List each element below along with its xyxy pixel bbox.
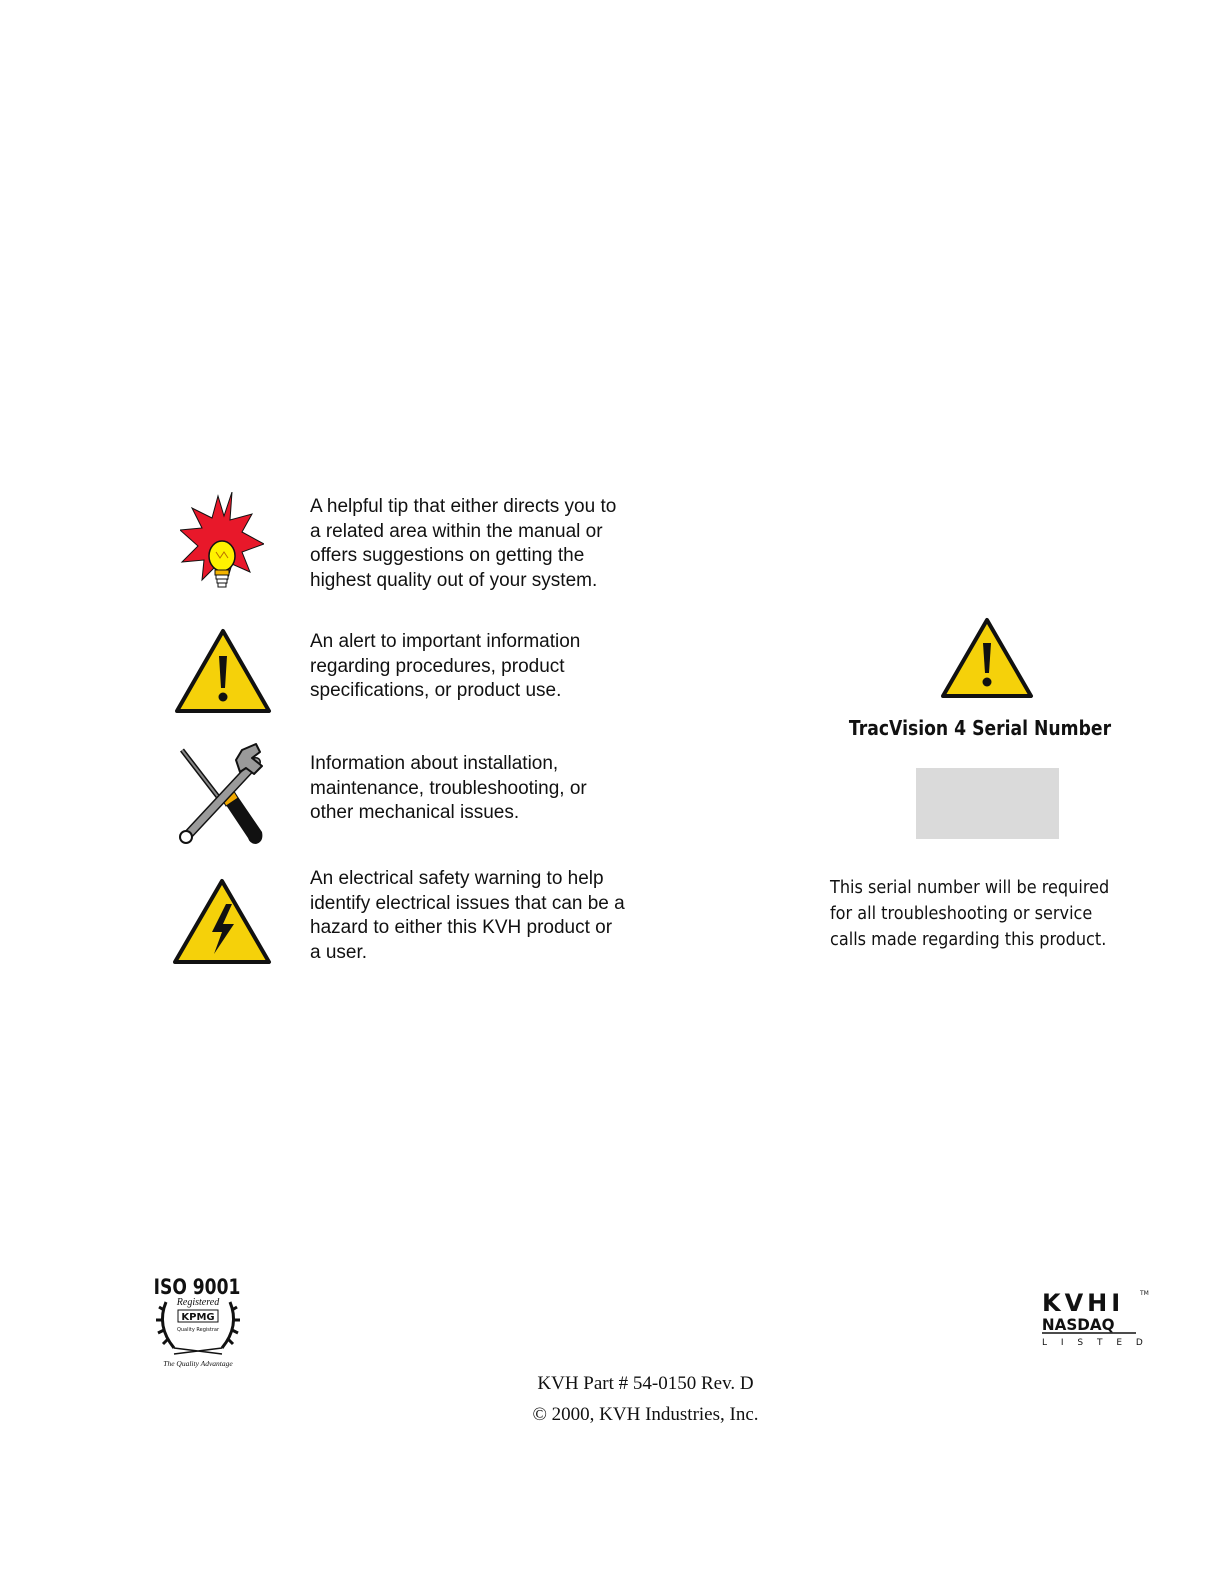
wrench-screwdriver-icon — [176, 742, 266, 847]
copyright: © 2000, KVH Industries, Inc. — [532, 1404, 759, 1425]
trademark-mark: TM — [1140, 1290, 1149, 1297]
serial-warning-icon — [940, 617, 1034, 699]
registrar-label: Quality Registrar — [176, 1327, 220, 1333]
electrical-hazard-icon — [172, 878, 272, 965]
iso-registered-label: Registered — [176, 1297, 220, 1308]
lightbulb-burst-icon — [180, 492, 264, 594]
iso-label: ISO 9001 — [153, 1274, 241, 1300]
serial-number-note: This serial number will be required for all troubleshooting or service calls made regarding this product. — [830, 878, 1110, 950]
warning-triangle-icon — [174, 628, 272, 714]
kvhi-nasdaq-logo-icon — [1040, 1287, 1155, 1347]
kpmg-label: KPMG — [181, 1312, 215, 1323]
listed-label: L I S T E D — [1042, 1338, 1149, 1347]
nasdaq-label: NASDAQ — [1041, 1315, 1115, 1335]
electrical-description: An electrical safety warning to help identify electrical issues that can be a hazard to either this KVH product or a user. — [310, 868, 625, 963]
part-number: KVH Part # 54-0150 Rev. D — [537, 1373, 754, 1394]
serial-number-title: TracVision 4 Serial Number — [848, 716, 1112, 740]
alert-description: An alert to important information regarding procedures, product specifications, or product use. — [310, 631, 581, 701]
serial-number-box — [916, 768, 1059, 839]
kvhi-ticker: KVHI — [1042, 1289, 1125, 1317]
quality-advantage-label: The Quality Advantage — [163, 1359, 233, 1368]
iso-laurel-badge-icon — [152, 1274, 244, 1370]
mechanical-description: Information about installation, maintenance, troubleshooting, or other mechanical issues. — [310, 753, 587, 823]
tip-description: A helpful tip that either directs you to a related area within the manual or offers suggestions on getting the highest quality out of your system. — [310, 496, 617, 591]
